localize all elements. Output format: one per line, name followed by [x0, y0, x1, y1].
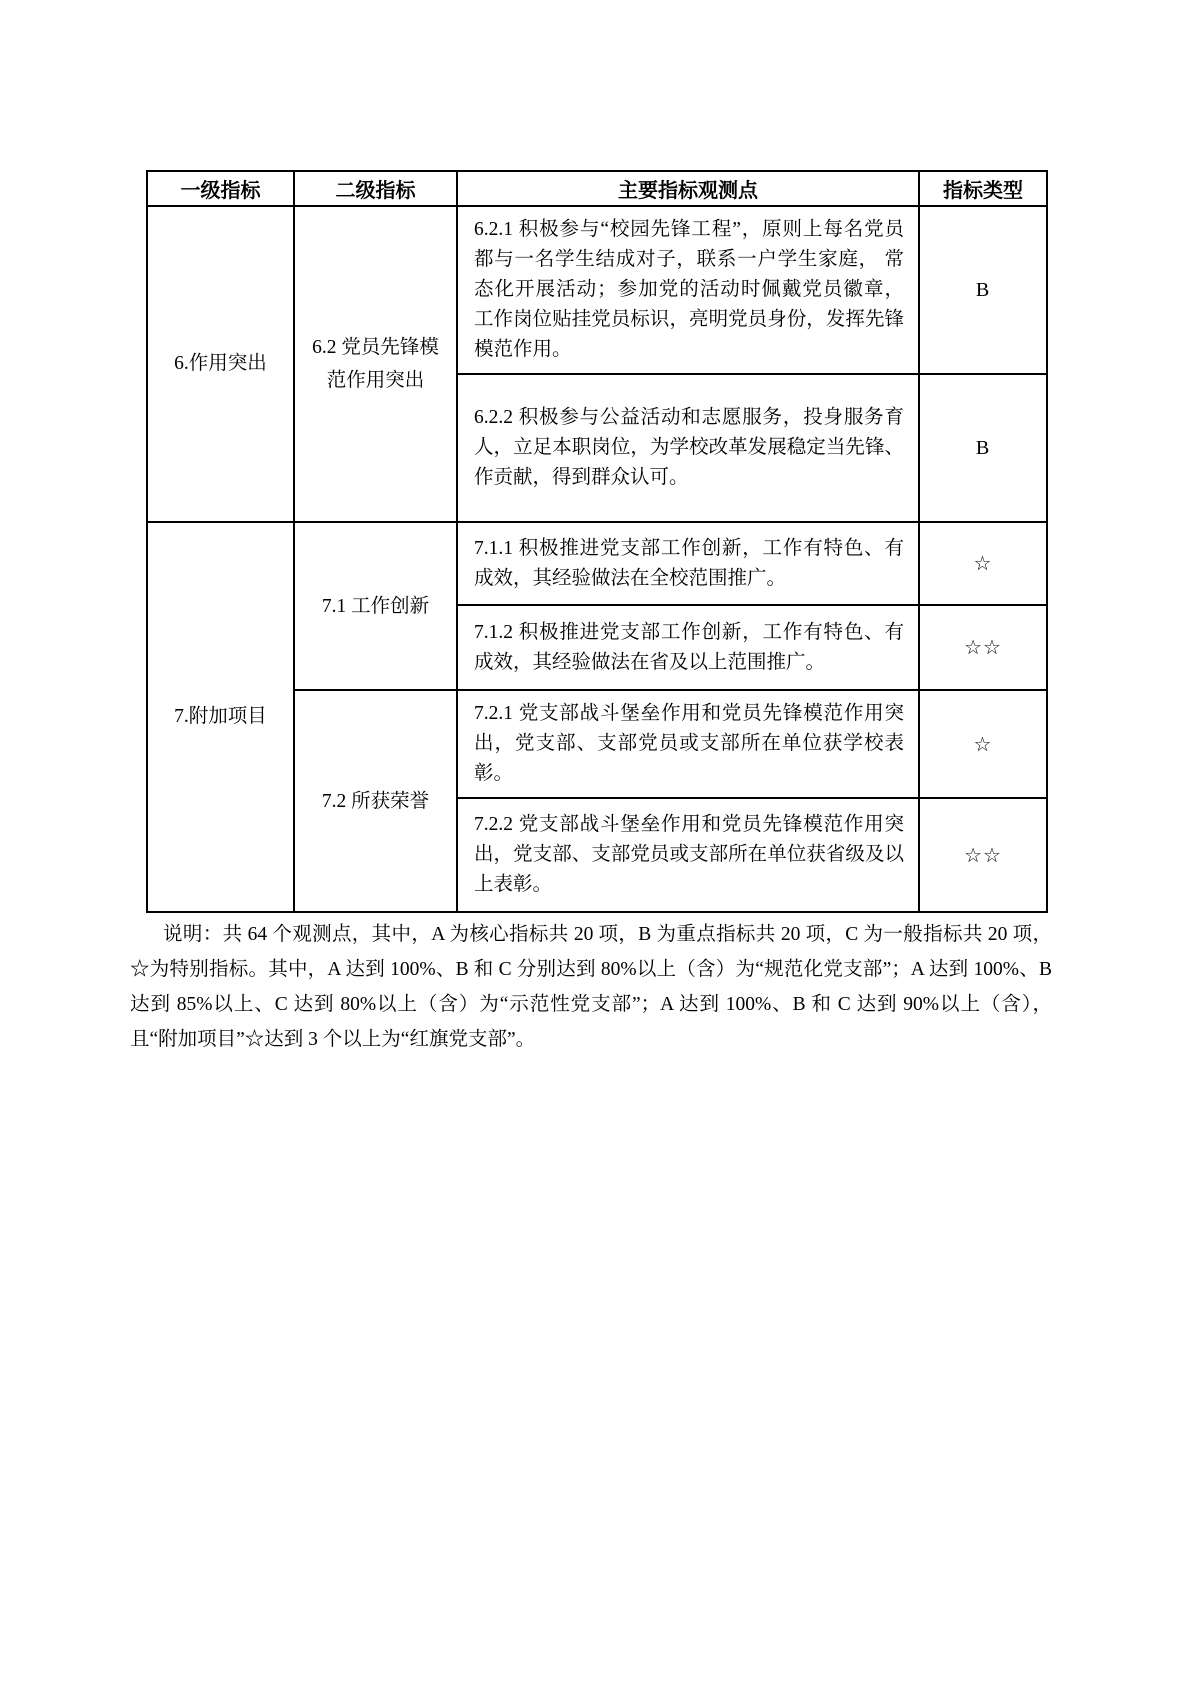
- observation-cell-6-2-2: 6.2.2 积极参与公益活动和志愿服务，投身服务育人，立足本职岗位，为学校改革发展稳定当先锋、作贡献，得到群众认可。: [457, 374, 919, 522]
- level1-cell-6: 6.作用突出: [147, 206, 294, 522]
- note-paragraph: 说明：共 64 个观测点，其中，A 为核心指标共 20 项，B 为重点指标共 20 项，C 为一般指标共 20 项，☆为特别指标。其中，A 达到 100%、B 和 C 分别达到 80%以上（含）为“规范化党支部”；A 达到 100%、B 达到 85%以上、C 达到 80%以上（含）为“示范性党支部”；A 达到 100%、B 和 C 达到 90%以上（含），且“附加项目”☆达到 3 个以上为“红旗党支部”。: [130, 924, 1052, 1050]
- level2-cell-6-2: 6.2 党员先锋模范作用突出: [294, 206, 457, 522]
- observation-cell-7-2-2: 7.2.2 党支部战斗堡垒作用和党员先锋模范作用突出，党支部、支部党员或支部所在单位获省级及以上表彰。: [457, 798, 919, 912]
- header-indicator-type: 指标类型: [919, 171, 1047, 206]
- observation-cell-7-1-2: 7.1.2 积极推进党支部工作创新，工作有特色、有成效，其经验做法在省及以上范围推广。: [457, 605, 919, 690]
- observation-cell-7-2-1: 7.2.1 党支部战斗堡垒作用和党员先锋模范作用突出，党支部、支部党员或支部所在单位获学校表彰。: [457, 690, 919, 798]
- type-cell-6-2-2: B: [919, 374, 1047, 522]
- table-header-row: [147, 171, 1047, 206]
- level1-cell-7: 7.附加项目: [147, 522, 294, 912]
- observation-cell-6-2-1: 6.2.1 积极参与“校园先锋工程”，原则上每名党员都与一名学生结成对子，联系一户学生家庭， 常态化开展活动；参加党的活动时佩戴党员徽章， 工作岗位贴挂党员标识，亮明党员身份，发挥先锋模范作用。: [457, 206, 919, 374]
- header-level1-indicator: 一级指标: [147, 171, 294, 206]
- table-row: [147, 522, 1047, 605]
- type-cell-7-2-1: ☆: [919, 690, 1047, 798]
- header-level2-indicator: 二级指标: [294, 171, 457, 206]
- type-cell-6-2-1: B: [919, 206, 1047, 374]
- observation-cell-7-1-1: 7.1.1 积极推进党支部工作创新，工作有特色、有成效，其经验做法在全校范围推广。: [457, 522, 919, 605]
- level2-cell-7-2: 7.2 所获荣誉: [294, 690, 457, 912]
- indicator-table: [146, 170, 1048, 913]
- table-row: [147, 206, 1047, 374]
- level2-cell-7-1: 7.1 工作创新: [294, 522, 457, 690]
- header-observation-points: 主要指标观测点: [457, 171, 919, 206]
- type-cell-7-1-1: ☆: [919, 522, 1047, 605]
- type-cell-7-1-2: ☆☆: [919, 605, 1047, 690]
- type-cell-7-2-2: ☆☆: [919, 798, 1047, 912]
